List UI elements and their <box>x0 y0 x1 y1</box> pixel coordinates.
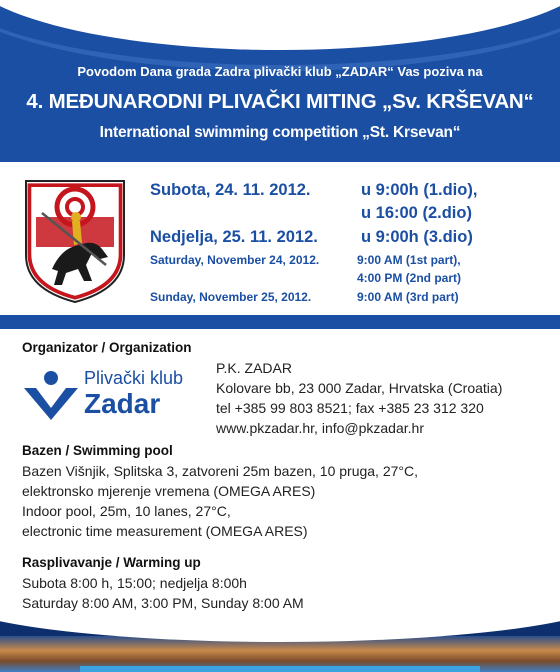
org-phone: tel +385 99 803 8521; fax +385 23 312 320 <box>216 400 484 416</box>
logo-line1: Plivački klub <box>84 368 184 388</box>
schedule-sun-hr-date: Nedjelja, 25. 11. 2012. <box>150 228 318 246</box>
warmup-heading: Rasplivavanje / Warming up <box>22 555 201 570</box>
swimmer-logo-icon <box>22 368 80 422</box>
org-name: P.K. ZADAR <box>216 360 292 376</box>
logo-line2: Zadar <box>84 388 161 419</box>
pool-water <box>80 666 480 672</box>
pool-line2: elektronsko mjerenje vremena (OMEGA ARES) <box>22 483 316 499</box>
pool-heading: Bazen / Swimming pool <box>22 443 173 458</box>
schedule-sat-en-date: Saturday, November 24, 2012. <box>150 253 320 267</box>
org-address: Kolovare bb, 23 000 Zadar, Hrvatska (Croatia) <box>216 380 503 396</box>
schedule-sat-en-time1: 9:00 AM (1st part), <box>357 253 461 267</box>
schedule-sat-en-time2: 4:00 PM (2nd part) <box>357 271 462 285</box>
pool-line1: Bazen Višnjik, Splitska 3, zatvoreni 25m bazen, 10 pruga, 27°C, <box>22 463 419 479</box>
pool-line3: Indoor pool, 25m, 10 lanes, 27°C, <box>22 503 231 519</box>
header-band <box>0 0 560 162</box>
intro-text: Povodom Dana grada Zadra plivački klub „ZADAR“ Vas poziva na <box>77 64 483 79</box>
schedule-sun-en-date: Sunday, November 25, 2012. <box>150 290 312 304</box>
schedule-sun-en-time: 9:00 AM (3rd part) <box>357 290 459 304</box>
organizer-heading: Organizator / Organization <box>22 340 192 355</box>
divider-band <box>0 315 560 329</box>
org-web[interactable]: www.pkzadar.hr, info@pkzadar.hr <box>216 420 424 436</box>
pool-line4: electronic time measurement (OMEGA ARES) <box>22 523 308 539</box>
schedule-sat-hr-time2: u 16:00 (2.dio) <box>361 204 472 222</box>
warmup-line1: Subota 8:00 h, 15:00; nedjelja 8:00h <box>22 575 247 591</box>
club-logo <box>22 368 202 424</box>
pool-photo <box>0 616 560 672</box>
event-subtitle: International swimming competition „St. Krsevan“ <box>99 124 461 141</box>
schedule-sun-hr-time: u 9:00h (3.dio) <box>361 228 473 246</box>
schedule-sat-hr-time1: u 9:00h (1.dio), <box>361 181 478 199</box>
warmup-line2: Saturday 8:00 AM, 3:00 PM, Sunday 8:00 AM <box>22 595 304 611</box>
zadar-coat-of-arms-icon <box>22 177 128 305</box>
schedule-sat-hr-date: Subota, 24. 11. 2012. <box>150 181 311 199</box>
event-title: 4. MEĐUNARODNI PLIVAČKI MITING „Sv. KRŠEVAN“ <box>26 90 534 113</box>
